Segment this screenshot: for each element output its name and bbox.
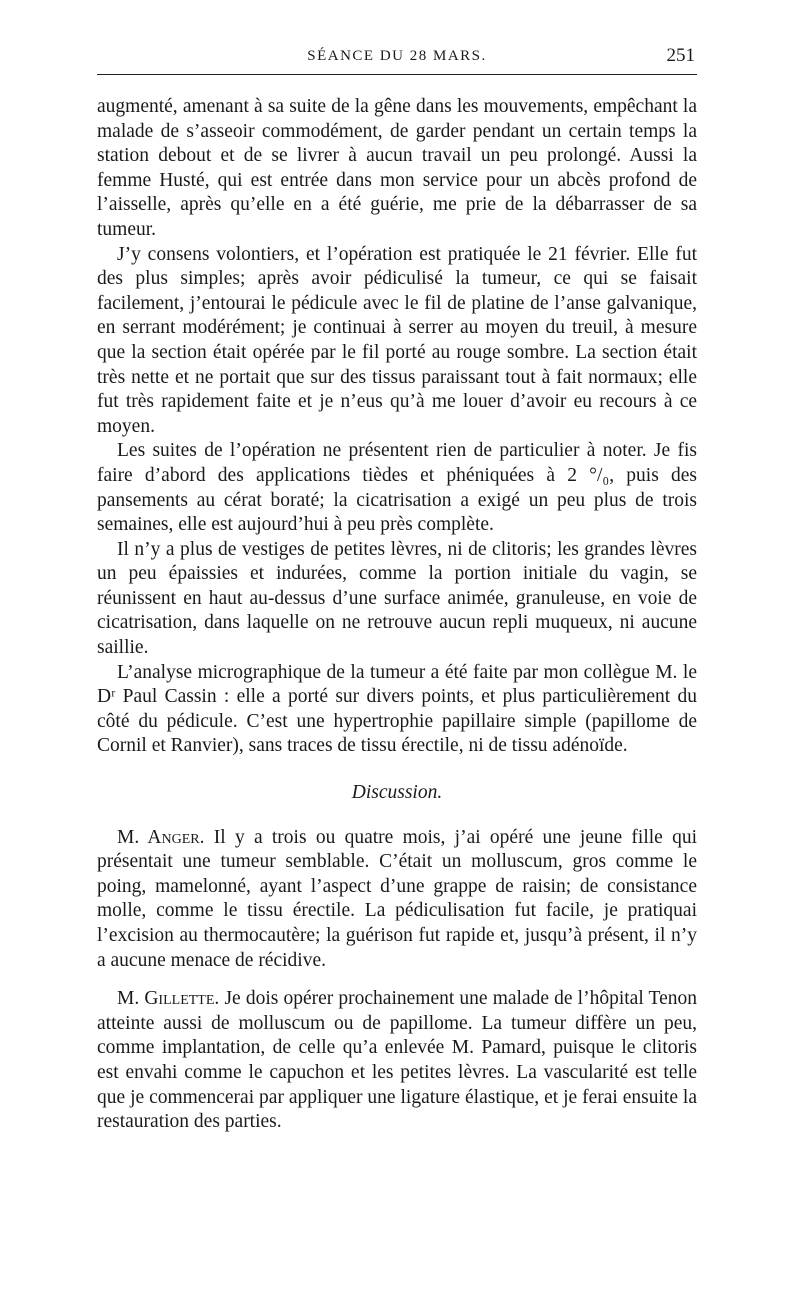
paragraph: L’analyse micrographique de la tumeur a été faite par mon collègue M. le Dʳ Paul Cassin : elle a porté sur divers points, et plus particulièrement du côté du pédicule. C’est une hypertrophie papillaire simple (papillome de Cornil et Ranvier), sans traces de tissu érectile, ni de tissu adénoïde. xyxy=(97,661,697,757)
section-heading: Discussion. xyxy=(351,782,443,804)
paragraph: J’y consens volontiers, et l’opération est pratiquée le 21 février. Elle fut des plus simples; après avoir pédiculisé la tumeur, ce qui se faisait facilement, j’entourai le pédicule avec le fil de platine de l’anse galvanique, en serrant modérément; je continuai à serrer au moyen du treuil, à mesure que la section était opérée par le fil porté au rouge sombre. La section était très nette et ne portait que sur des tissus paraissant tout à fait normaux; elle fut très rapidement faite et je n’eus qu’à me louer d’avoir eu recours à ce moyen. xyxy=(97,243,697,437)
speaker-name: M. Gillette. xyxy=(117,988,220,1010)
speech-paragraph xyxy=(97,826,697,974)
speech-text: Il y a trois ou quatre mois, j’ai opéré une jeune fille qui présentait une tumeur semblable. C’était un molluscum, gros comme le poing, mamelonné, ayant l’aspect d’une grappe de raisin; de consistance molle, comme le tissu érectile. La pédiculisation fut facile, je pratiquai l’excision au thermocautère; la guérison fut rapide et, jusqu’à présent, il n’y a aucune menace de récidive. xyxy=(97,826,698,971)
running-title: SÉANCE DU 28 MARS. xyxy=(307,48,487,64)
body-text xyxy=(97,95,697,1135)
header-rule xyxy=(97,74,697,75)
paragraph: augmenté, amenant à sa suite de la gêne dans les mouvements, empêchant la malade de s’asseoir commodément, de garder pendant un certain temps la station debout et de se livrer à aucun travail un peu prolongé. Aussi la femme Husté, qui est entrée dans mon service pour un abcès profond de l’aisselle, après qu’elle en a été guérie, me prie de la débarrasser de sa tumeur. xyxy=(97,96,697,240)
speech-paragraph xyxy=(97,987,697,1135)
running-head xyxy=(97,44,697,70)
page-number: 251 xyxy=(666,45,695,66)
speech-text: Je dois opérer prochainement une malade de l’hôpital Tenon atteinte aussi de molluscum ou de papillome. La tumeur diffère un peu, comme implantation, de celle qu’a enlevée M. Pamard, puisque le clitoris est envahi comme le capuchon et les petites lèvres. La vascularité est telle que je commencerai par appliquer une ligature élastique, et je ferai ensuite la restauration des parties. xyxy=(97,988,697,1133)
paragraph: Il n’y a plus de vestiges de petites lèvres, ni de clitoris; les grandes lèvres un peu épaissies et indurées, comme la portion initiale du vagin, se réunissent en haut au-dessus d’une surface animée, granuleuse, en voie de cicatrisation, dans laquelle on ne retrouve aucun repli muqueux, ni aucune saillie. xyxy=(97,538,697,659)
paragraph: Les suites de l’opération ne présentent rien de particulier à noter. Je fis faire d’abord des applications tièdes et phéniquées à 2 °/₀, puis des pansements au cérat boraté; la cicatrisation a exigé un peu plus de trois semaines, elle est aujourd’hui à peu près complète. xyxy=(97,440,697,536)
speaker-name: M. Anger. xyxy=(117,826,205,848)
